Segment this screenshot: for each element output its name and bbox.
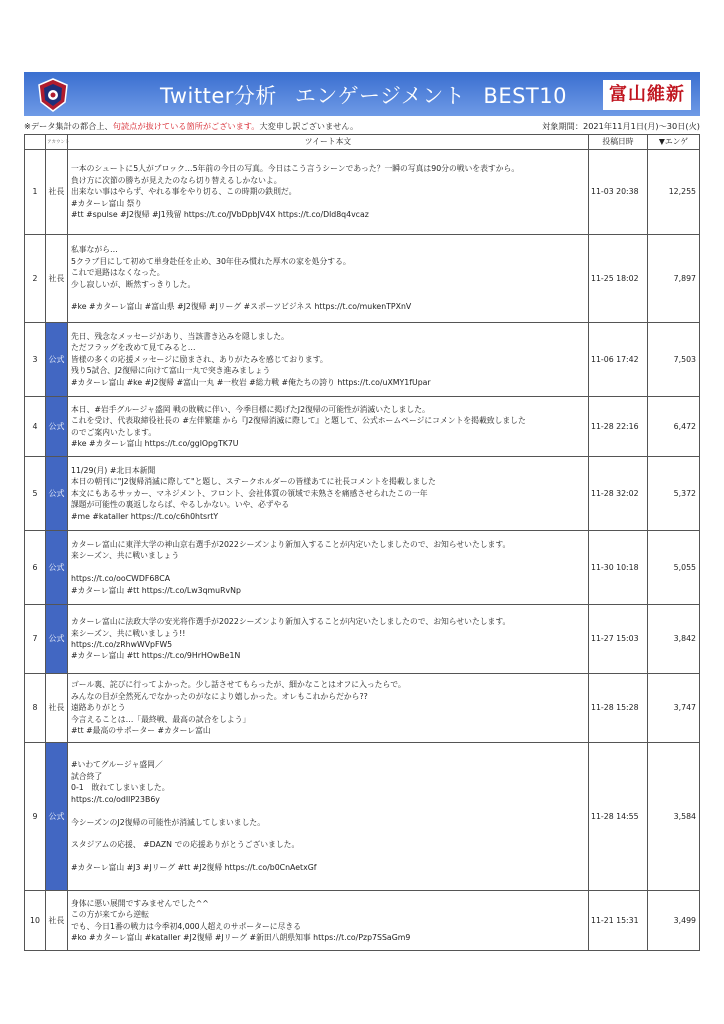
tweet-line: https://t.co/zRhwWVpFW5 [71,640,173,649]
engagement-cell: 3,842 [648,605,700,674]
tweet-line: ただフラッグを改めて見てみると… [71,343,196,353]
tweet-line [71,290,585,301]
tweet-line: 本文にもあるサッカー、マネジメント、フロント、会社体質の領域で未熟さを痛感させられたこの一年 [71,488,428,498]
rank-cell: 4 [25,397,46,457]
calligraphy-logo: 富山維新 [603,80,691,110]
tweet-line: カターレ富山に東洋大学の神山京右選手が2022シーズンより新加入することが内定いたしましたので、お知らせいたします。 [71,539,511,549]
tweet-line: みんなの目が全然死んでなかったのがなにより嬉しかった。オレもこれからだから?? [71,691,368,701]
tweet-line: のでご案内いたします。 [71,427,157,437]
tweet-line: 11/29(月) #北日本新聞 [71,465,156,475]
tweet-line: #me #kataller https://t.co/c6h0htsrtY [71,511,219,521]
engagement-cell: 5,055 [648,531,700,605]
tweet-line: 今言えることは…「最終戦、最高の試合をしよう」 [71,714,251,724]
engagement-cell: 5,372 [648,457,700,531]
tweet-line: 0-1 敗れてしまいました。 [71,783,170,793]
post-date-cell: 11-30 10:18 [589,531,648,605]
table-row [25,150,700,235]
rank-cell: 6 [25,531,46,605]
club-emblem-icon [36,78,70,112]
post-date-cell: 11-25 18:02 [589,235,648,323]
tweet-line [71,851,585,862]
tweet-line: https://t.co/odIlP23B6y [71,794,160,804]
tweet-line: #カターレ富山 #ke #J2復帰 #富山一丸 #一枚岩 #総力戦 #俺たちの誇り https://t.co/uXMY1fUpar [71,377,431,387]
tweet-line: 身体に悪い展開ですみませんでした^^ [71,898,209,908]
tweet-line [71,562,585,573]
tweet-line: 課題が可能性の裏返しならば、やるしかない。いや、必ずやる [71,500,290,510]
tweet-line: #tt #spulse #J2復帰 #J1残留 https://t.co/JVbDpbJV4X https://t.co/Dld8q4vcaz [71,210,369,220]
account-subheader: アカウント [47,140,70,145]
tweet-line: #いわてグルージャ盛岡／ [71,760,163,770]
tweet-line: #ke #カターレ富山 #富山県 #J2復帰 #Jリーグ #スポーツビジネス https://t.co/mukenTPXnV [71,302,412,312]
rank-cell: 5 [25,457,46,531]
tweet-line: 残り5試合、J2復帰に向けて富山一丸で突き進みましょう [71,366,271,376]
tweet-line: #カターレ富山 #J3 #Jリーグ #tt #J2復帰 https://t.co/b0CnAetxGf [71,863,317,873]
tweet-line: これを受け、代表取締役社長の #左伴繁雄 から『J2復帰消滅に際して』と題して、公式ホームページにコメントを掲載致しました [71,416,526,426]
tweet-line: https://t.co/ooCWDF68CA [71,574,171,584]
post-date-cell: 11-28 22:16 [589,397,648,457]
tweet-text-cell [68,235,589,323]
engagement-header: ▼エンゲ [648,135,700,150]
post-date-cell: 11-21 15:31 [589,891,648,951]
tweet-line: 来シーズン、共に戦いましょう!! [71,628,186,638]
engagement-cell: 7,503 [648,323,700,397]
rank-cell: 3 [25,323,46,397]
tweet-line: 遠路ありがとう [71,703,126,713]
tweet-line [71,805,585,816]
tweet-line: 来シーズン、共に戦いましょう [71,551,180,561]
rank-header [25,135,46,150]
account-cell: 社長 [46,150,68,235]
rank-cell: 7 [25,605,46,674]
tweet-line: 一本のシュートに5人がブロック…5年前の今日の写真。今日はこう言うシーンであった？一瞬の写真は90分の戦いを表すから。 [71,164,520,174]
engagement-cell: 7,897 [648,235,700,323]
tweet-text-cell [68,323,589,397]
tweet-line: 本日の朝刊に"J2復帰消滅に際して"と題し、ステークホルダーの皆様あてに社長コメントを掲載しました [71,477,436,487]
post-date-cell: 11-28 32:02 [589,457,648,531]
engagement-cell: 6,472 [648,397,700,457]
table-row [25,531,700,605]
table-row [25,235,700,323]
page-title: Twitter分析 エンゲージメント BEST10 [160,84,567,108]
engagement-table [24,134,700,951]
tweet-line: #カターレ富山 #tt https://t.co/9HrHOwBe1N [71,651,241,661]
account-cell: 公式 [46,605,68,674]
data-notice: ※データ集計の都合上、句読点が抜けている箇所がございます。大変申し訳ございません。 [24,121,359,131]
post-date-cell: 11-28 15:28 [589,674,648,743]
tweet-text-cell [68,150,589,235]
rank-cell: 1 [25,150,46,235]
post-date-cell: 11-03 20:38 [589,150,648,235]
tweet-line: 少し寂しいが、断然すっきりした。 [71,279,196,289]
period-label: 対象期間：2021年11月1日(月)～30日(火) [542,121,700,131]
tweet-text-cell [68,674,589,743]
account-cell: 社長 [46,891,68,951]
engagement-cell: 3,499 [648,891,700,951]
table-row [25,743,700,891]
tweet-line: この方が来てから逆転 [71,910,149,920]
rank-cell: 10 [25,891,46,951]
text-header: ツイート本文 [68,135,589,150]
table-row [25,674,700,743]
tweet-text-cell [68,743,589,891]
tweet-line: #カターレ富山 #tt https://t.co/Lw3qmuRvNp [71,585,241,595]
post-date-cell: 11-28 14:55 [589,743,648,891]
date-header: 投稿日時 [589,135,648,150]
table-row [25,605,700,674]
account-cell: 公式 [46,397,68,457]
post-date-cell: 11-27 15:03 [589,605,648,674]
table-header-row [25,135,700,150]
tweet-line: 出来ない事はやらず、やれる事をやり切る、この時期の鉄則だ。 [71,187,297,197]
rank-cell: 8 [25,674,46,743]
table-row [25,457,700,531]
engagement-cell: 12,255 [648,150,700,235]
rank-cell: 2 [25,235,46,323]
tweet-line: 私事ながら… [71,245,118,255]
tweet-line: 試合終了 [71,771,103,781]
tweet-line: スタジアムの応援、 #DAZN での応援ありがとうございました。 [71,840,300,850]
tweet-text-cell [68,891,589,951]
account-cell: 公式 [46,743,68,891]
tweet-text-cell [68,397,589,457]
table-row [25,891,700,951]
tweet-text-cell [68,457,589,531]
tweet-line: #ko #カターレ富山 #kataller #J2復帰 #Jリーグ #新田八朗県知事 https://t.co/Pzp7SSaGm9 [71,932,411,942]
tweet-line: 本日、#岩手グルージャ盛岡 戦の敗戦に伴い、今季目標に掲げたJ2復帰の可能性が消滅いたしました。 [71,404,430,414]
post-date-cell: 11-06 17:42 [589,323,648,397]
engagement-cell: 3,584 [648,743,700,891]
tweet-line: 5クラブ目にして初めて単身赴任を止め、30年住み慣れた厚木の家を処分する。 [71,256,351,266]
account-cell: 社長 [46,674,68,743]
tweet-text-cell [68,531,589,605]
tweet-line: でも、今日1番の戦力は今季初4,000人超えのサポーターに尽きる [71,921,301,931]
tweet-line: ゴール裏、詫びに行ってよかった。少し話させてもらったが、細かなことはオフに入ったらで。 [71,680,406,690]
account-cell: 公式 [46,457,68,531]
tweet-line: 負け方に次節の勝ちが見えたのなら切り替えるしかないよ。 [71,175,282,185]
tweet-line: #カターレ富山 祭り [71,198,143,208]
tweet-line: これで退路はなくなった。 [71,268,165,278]
tweet-line: 皆様の多くの応援メッセージに励まされ、ありがたみを感じております。 [71,354,328,364]
tweet-line [71,828,585,839]
account-cell: 公式 [46,531,68,605]
rank-cell: 9 [25,743,46,891]
tweet-line: 先日、残念なメッセージがあり、当該書き込みを隠しました。 [71,331,289,341]
tweet-text-cell [68,605,589,674]
engagement-cell: 3,747 [648,674,700,743]
account-cell: 社長 [46,235,68,323]
table-row [25,397,700,457]
account-cell: 公式 [46,323,68,397]
table-row [25,323,700,397]
tweet-line: #tt #最高のサポーター #カターレ富山 [71,726,211,736]
tweet-line: 今シーズンのJ2復帰の可能性が消滅してしまいました。 [71,817,265,827]
tweet-line: カターレ富山に法政大学の安光将作選手が2022シーズンより新加入することが内定いたしましたので、お知らせいたします。 [71,617,511,627]
tweet-line: #ke #カターレ富山 https://t.co/gglOpgTK7U [71,438,239,448]
